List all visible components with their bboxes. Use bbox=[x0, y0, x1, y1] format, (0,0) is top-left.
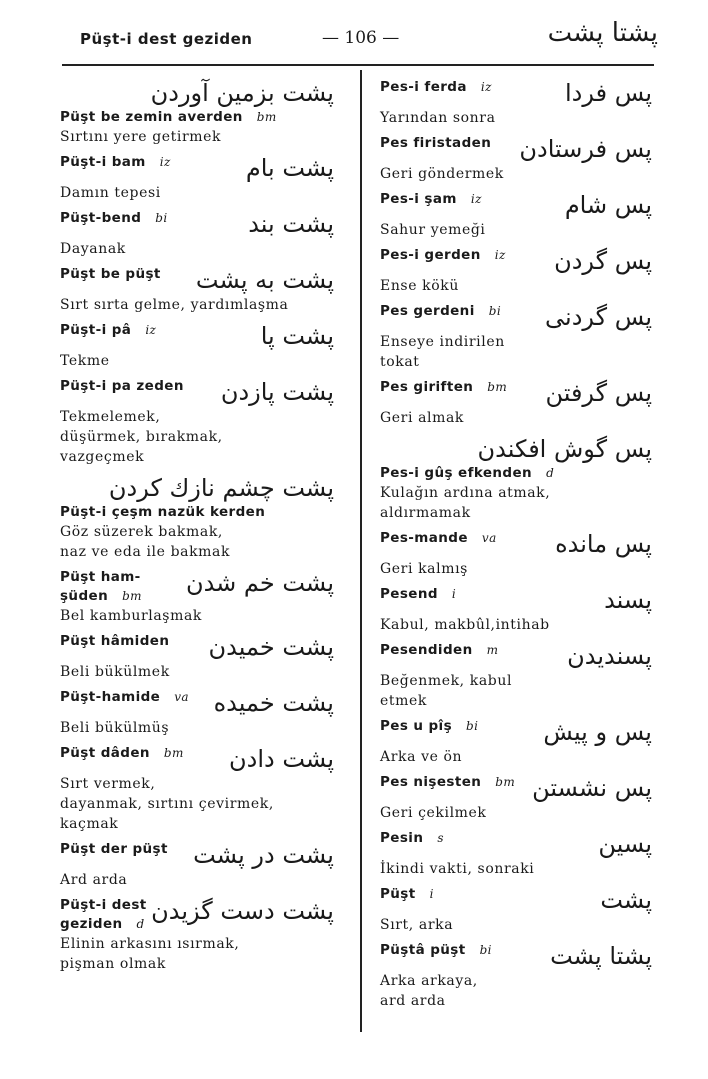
entry-definition: tokat bbox=[380, 354, 420, 370]
entry-arabic-script: پس فردا bbox=[565, 79, 652, 107]
entry-definition: Tekmelemek, bbox=[60, 409, 161, 425]
dictionary-entry bbox=[60, 568, 334, 632]
page-number: — 106 — bbox=[322, 28, 400, 48]
entry-head bbox=[380, 190, 652, 220]
entry-terms bbox=[380, 134, 519, 153]
entry-term: Püşt hâmiden bbox=[60, 633, 170, 649]
entry-definition: Sırtını yere getirmek bbox=[60, 129, 222, 145]
entry-terms bbox=[380, 885, 600, 904]
grammar-abbreviation: iz bbox=[494, 248, 506, 262]
entry-head bbox=[60, 568, 334, 606]
dictionary-entry bbox=[60, 377, 334, 473]
entry-term: Pesendiden m bbox=[380, 642, 499, 658]
entry-definition: Yarından sonra bbox=[380, 110, 496, 126]
entry-definition: ard arda bbox=[380, 993, 446, 1009]
entry-arabic-script: پس گرفتن bbox=[545, 379, 652, 407]
entry-term: Pes-i ferda iz bbox=[380, 79, 492, 95]
entry-head bbox=[60, 503, 334, 522]
dictionary-entry bbox=[380, 134, 652, 190]
dictionary-entry bbox=[60, 896, 334, 980]
dictionary-entry bbox=[380, 585, 652, 641]
entry-spacer bbox=[380, 1011, 652, 1017]
entry-term: Püştâ püşt bi bbox=[380, 942, 492, 958]
entry-spacer bbox=[380, 428, 652, 434]
entry-terms bbox=[60, 377, 221, 396]
entry-definition: Kulağın ardına atmak, bbox=[380, 485, 551, 501]
dictionary-entry bbox=[380, 78, 652, 134]
entry-term-continuation: geziden d bbox=[60, 916, 145, 932]
header-rule bbox=[62, 64, 654, 66]
entry-definition: vazgeçmek bbox=[60, 449, 145, 465]
entry-arabic-script: پسين bbox=[598, 830, 652, 858]
dictionary-entry bbox=[60, 153, 334, 209]
entry-terms bbox=[60, 632, 209, 651]
entry-definition: Ard arda bbox=[60, 872, 128, 888]
entry-definition: naz ve eda ile bakmak bbox=[60, 544, 231, 560]
entry-arabic-script: پسند bbox=[604, 586, 652, 614]
grammar-abbreviation: i bbox=[429, 887, 434, 901]
entry-terms bbox=[380, 941, 550, 960]
grammar-abbreviation: s bbox=[437, 831, 444, 845]
entry-head bbox=[380, 246, 652, 276]
entry-terms bbox=[380, 585, 604, 604]
entry-definition: Beli bükülmek bbox=[60, 664, 170, 680]
entry-term: Pesend i bbox=[380, 586, 457, 602]
grammar-abbreviation: bm bbox=[163, 746, 184, 760]
entry-arabic-script: پشت bbox=[600, 886, 652, 914]
arabic-headword-line: پس گوش افكندن bbox=[477, 435, 652, 463]
entry-term: Pes u pîş bi bbox=[380, 718, 479, 734]
entry-head bbox=[60, 153, 334, 183]
entry-definition: Sırt, arka bbox=[380, 917, 454, 933]
entry-definition: Arka ve ön bbox=[380, 749, 463, 765]
entry-definition: kaçmak bbox=[60, 816, 119, 832]
entry-term: Pes-i şam iz bbox=[380, 191, 482, 207]
entry-term: Püşt ham- bbox=[60, 569, 141, 585]
grammar-abbreviation: iz bbox=[159, 155, 171, 169]
entry-arabic-script: پس گردن bbox=[554, 247, 652, 275]
dictionary-entry bbox=[60, 108, 334, 153]
entry-arabic-script: پس شام bbox=[564, 191, 652, 219]
entry-terms bbox=[60, 840, 193, 859]
running-head: Püşt-i dest geziden bbox=[80, 30, 253, 48]
entry-arabic-script: پشت بند bbox=[248, 210, 334, 238]
dictionary-entry bbox=[380, 641, 652, 717]
grammar-abbreviation: va bbox=[174, 690, 189, 704]
entry-head bbox=[380, 464, 652, 483]
entry-head bbox=[380, 773, 652, 803]
entry-term: Püşt dâden bm bbox=[60, 745, 184, 761]
entry-definition: Geri göndermek bbox=[380, 166, 504, 182]
entry-arabic-script: پشت دست گزيدن bbox=[151, 897, 334, 925]
entry-definition: Sırt sırta gelme, yardımlaşma bbox=[60, 297, 289, 313]
entry-definition: Sahur yemeği bbox=[380, 222, 486, 238]
entry-arabic-script: پس نشستن bbox=[532, 774, 652, 802]
dictionary-entry bbox=[380, 464, 652, 529]
column-divider bbox=[360, 70, 362, 1032]
entry-arabic-script: پس گردنى bbox=[545, 303, 652, 331]
dictionary-entry bbox=[380, 302, 652, 378]
entry-terms bbox=[380, 641, 567, 660]
entry-terms bbox=[380, 829, 598, 848]
dictionary-entry bbox=[60, 209, 334, 265]
left-column bbox=[60, 78, 334, 980]
grammar-abbreviation: bi bbox=[479, 943, 492, 957]
entry-definition: dayanmak, sırtını çevirmek, bbox=[60, 796, 274, 812]
entry-definition: Dayanak bbox=[60, 241, 126, 257]
entry-head bbox=[60, 265, 334, 295]
entry-terms bbox=[60, 108, 334, 127]
entry-term: Pes-i gûş efkenden d bbox=[380, 465, 555, 481]
entry-terms bbox=[380, 529, 555, 548]
entry-term: Pes firistaden bbox=[380, 135, 492, 151]
dictionary-entry bbox=[60, 503, 334, 568]
entry-arabic-script: پشت در پشت bbox=[193, 841, 334, 869]
dictionary-entry bbox=[380, 941, 652, 1017]
entry-terms bbox=[60, 321, 261, 340]
dictionary-entry bbox=[380, 246, 652, 302]
entry-terms bbox=[60, 744, 229, 763]
entry-head bbox=[60, 108, 334, 127]
dictionary-entry bbox=[60, 632, 334, 688]
entry-arabic-script: پشت خم شدن bbox=[185, 569, 334, 597]
entry-definition: Geri almak bbox=[380, 410, 465, 426]
entry-head bbox=[380, 529, 652, 559]
entry-terms bbox=[60, 503, 334, 522]
grammar-abbreviation: bi bbox=[155, 211, 168, 225]
entry-term: Püşt-hamide va bbox=[60, 689, 189, 705]
entry-head bbox=[60, 632, 334, 662]
dictionary-entry bbox=[380, 529, 652, 585]
grammar-abbreviation: iz bbox=[470, 192, 482, 206]
entry-terms bbox=[380, 773, 532, 792]
entry-term: Püşt-i pa zeden bbox=[60, 378, 184, 394]
entry-terms bbox=[380, 378, 545, 397]
entry-definition: Beli bükülmüş bbox=[60, 720, 170, 736]
entry-definition: Arka arkaya, bbox=[380, 973, 478, 989]
entry-arabic-script: پشت پا bbox=[260, 322, 334, 350]
entry-term: Püşt-i bam iz bbox=[60, 154, 171, 170]
entry-definition: Kabul, makbûl,intihab bbox=[380, 617, 550, 633]
entry-term: Pes gerdeni bi bbox=[380, 303, 502, 319]
entry-head bbox=[380, 885, 652, 915]
page-header bbox=[60, 18, 668, 62]
entry-arabic-script: پس مانده bbox=[555, 530, 652, 558]
dictionary-entry bbox=[380, 717, 652, 773]
entry-definition: Ense kökü bbox=[380, 278, 459, 294]
grammar-abbreviation: va bbox=[481, 531, 497, 545]
dictionary-entry bbox=[380, 378, 652, 434]
right-column bbox=[380, 78, 652, 1017]
entry-definition: Geri çekilmek bbox=[380, 805, 487, 821]
grammar-abbreviation: bm bbox=[256, 110, 277, 124]
grammar-abbreviation: d bbox=[136, 917, 145, 931]
grammar-abbreviation: i bbox=[451, 587, 457, 601]
entry-terms bbox=[60, 265, 196, 284]
grammar-abbreviation: bm bbox=[122, 589, 142, 603]
entry-term: Püşt der püşt bbox=[60, 841, 168, 857]
arabic-headword-line: پشت بزمين آوردن bbox=[150, 79, 334, 107]
entry-term: Pes-i gerden iz bbox=[380, 247, 506, 263]
entry-definition: etmek bbox=[380, 693, 427, 709]
entry-head bbox=[380, 641, 652, 671]
entry-arabic-script: پشت بام bbox=[245, 154, 334, 182]
entry-definition: Göz süzerek bakmak, bbox=[60, 524, 223, 540]
header-arabic-keyword: پشتا پشت bbox=[547, 18, 658, 48]
entry-arabic-script: پس فرستادن bbox=[519, 135, 652, 163]
entry-arabic-script: پشت به پشت bbox=[195, 266, 334, 294]
entry-definition: pişman olmak bbox=[60, 956, 166, 972]
grammar-abbreviation: iz bbox=[480, 80, 492, 94]
entry-head bbox=[60, 688, 334, 718]
entry-term: Pes nişesten bm bbox=[380, 774, 516, 790]
entry-head bbox=[380, 829, 652, 859]
grammar-abbreviation: iz bbox=[145, 323, 157, 337]
entry-definition: Bel kamburlaşmak bbox=[60, 608, 202, 624]
entry-terms bbox=[380, 190, 565, 209]
entry-terms bbox=[60, 209, 248, 228]
entry-arabic-script: پشت پازدن bbox=[220, 378, 334, 406]
entry-definition: Damın tepesi bbox=[60, 185, 161, 201]
entry-term-continuation: şüden bm bbox=[60, 588, 142, 604]
entry-terms bbox=[380, 246, 554, 265]
dictionary-entry bbox=[380, 885, 652, 941]
entry-arabic-script: پشت خميده bbox=[213, 689, 334, 717]
grammar-abbreviation: bi bbox=[466, 719, 479, 733]
entry-arabic-script: پس و پيش bbox=[543, 718, 652, 746]
entry-term: Püşt be zemin averden bm bbox=[60, 109, 277, 125]
entry-definition: Tekme bbox=[60, 353, 110, 369]
entry-term: Püşt-i çeşm nazük kerden bbox=[60, 504, 266, 520]
entry-terms bbox=[380, 464, 652, 483]
entry-arabic-script: پشت دادن bbox=[229, 745, 334, 773]
entry-head bbox=[380, 378, 652, 408]
entry-head bbox=[60, 896, 334, 934]
entry-arabic-script: پشت خميدن bbox=[208, 633, 334, 661]
entry-term: Püşt-i dest bbox=[60, 897, 147, 913]
entry-terms bbox=[60, 688, 214, 707]
entry-arabic-script: پشتا پشت bbox=[550, 942, 652, 970]
grammar-abbreviation: bm bbox=[495, 775, 516, 789]
arabic-headword-line: پشت چشم نازك كردن bbox=[108, 474, 334, 502]
entry-term: Püşt i bbox=[380, 886, 434, 902]
entry-terms bbox=[380, 302, 545, 321]
entry-spacer bbox=[60, 974, 334, 980]
dictionary-entry bbox=[60, 840, 334, 896]
entry-term: Püşt be püşt bbox=[60, 266, 161, 282]
grammar-abbreviation: d bbox=[546, 466, 555, 480]
entry-arabic-script: پسنديدن bbox=[567, 642, 652, 670]
entry-head bbox=[60, 209, 334, 239]
entry-terms bbox=[60, 153, 246, 172]
entry-terms bbox=[60, 896, 151, 934]
entry-definition: Enseye indirilen bbox=[380, 334, 505, 350]
entry-head bbox=[60, 321, 334, 351]
dictionary-entry bbox=[60, 688, 334, 744]
entry-terms bbox=[380, 78, 565, 97]
entry-head bbox=[380, 134, 652, 164]
entry-head bbox=[380, 585, 652, 615]
entry-term: Pes-mande va bbox=[380, 530, 497, 546]
dictionary-entry bbox=[60, 265, 334, 321]
entry-head bbox=[380, 941, 652, 971]
entry-terms bbox=[380, 717, 543, 736]
entry-head bbox=[60, 840, 334, 870]
grammar-abbreviation: bm bbox=[487, 380, 508, 394]
entry-definition: aldırmamak bbox=[380, 505, 471, 521]
entry-head bbox=[380, 78, 652, 108]
entry-terms bbox=[60, 568, 186, 606]
entry-definition: İkindi vakti, sonraki bbox=[380, 861, 535, 877]
entry-head bbox=[380, 302, 652, 332]
dictionary-entry bbox=[380, 829, 652, 885]
dictionary-entry bbox=[60, 321, 334, 377]
entry-definition: Sırt vermek, bbox=[60, 776, 156, 792]
dictionary-entry bbox=[380, 190, 652, 246]
grammar-abbreviation: m bbox=[486, 643, 499, 657]
entry-term: Pes giriften bm bbox=[380, 379, 508, 395]
entry-head bbox=[380, 717, 652, 747]
entry-term: Pesin s bbox=[380, 830, 444, 846]
entry-head bbox=[60, 744, 334, 774]
entry-term: Püşt-i pâ iz bbox=[60, 322, 157, 338]
entry-definition: Beğenmek, kabul bbox=[380, 673, 513, 689]
entry-head bbox=[60, 377, 334, 407]
dictionary-entry bbox=[380, 773, 652, 829]
entry-term: Püşt-bend bi bbox=[60, 210, 168, 226]
grammar-abbreviation: bi bbox=[488, 304, 502, 318]
entry-definition: Elinin arkasını ısırmak, bbox=[60, 936, 240, 952]
entry-definition: düşürmek, bırakmak, bbox=[60, 429, 223, 445]
entry-definition: Geri kalmış bbox=[380, 561, 468, 577]
dictionary-entry bbox=[60, 744, 334, 840]
entry-spacer bbox=[60, 467, 334, 473]
